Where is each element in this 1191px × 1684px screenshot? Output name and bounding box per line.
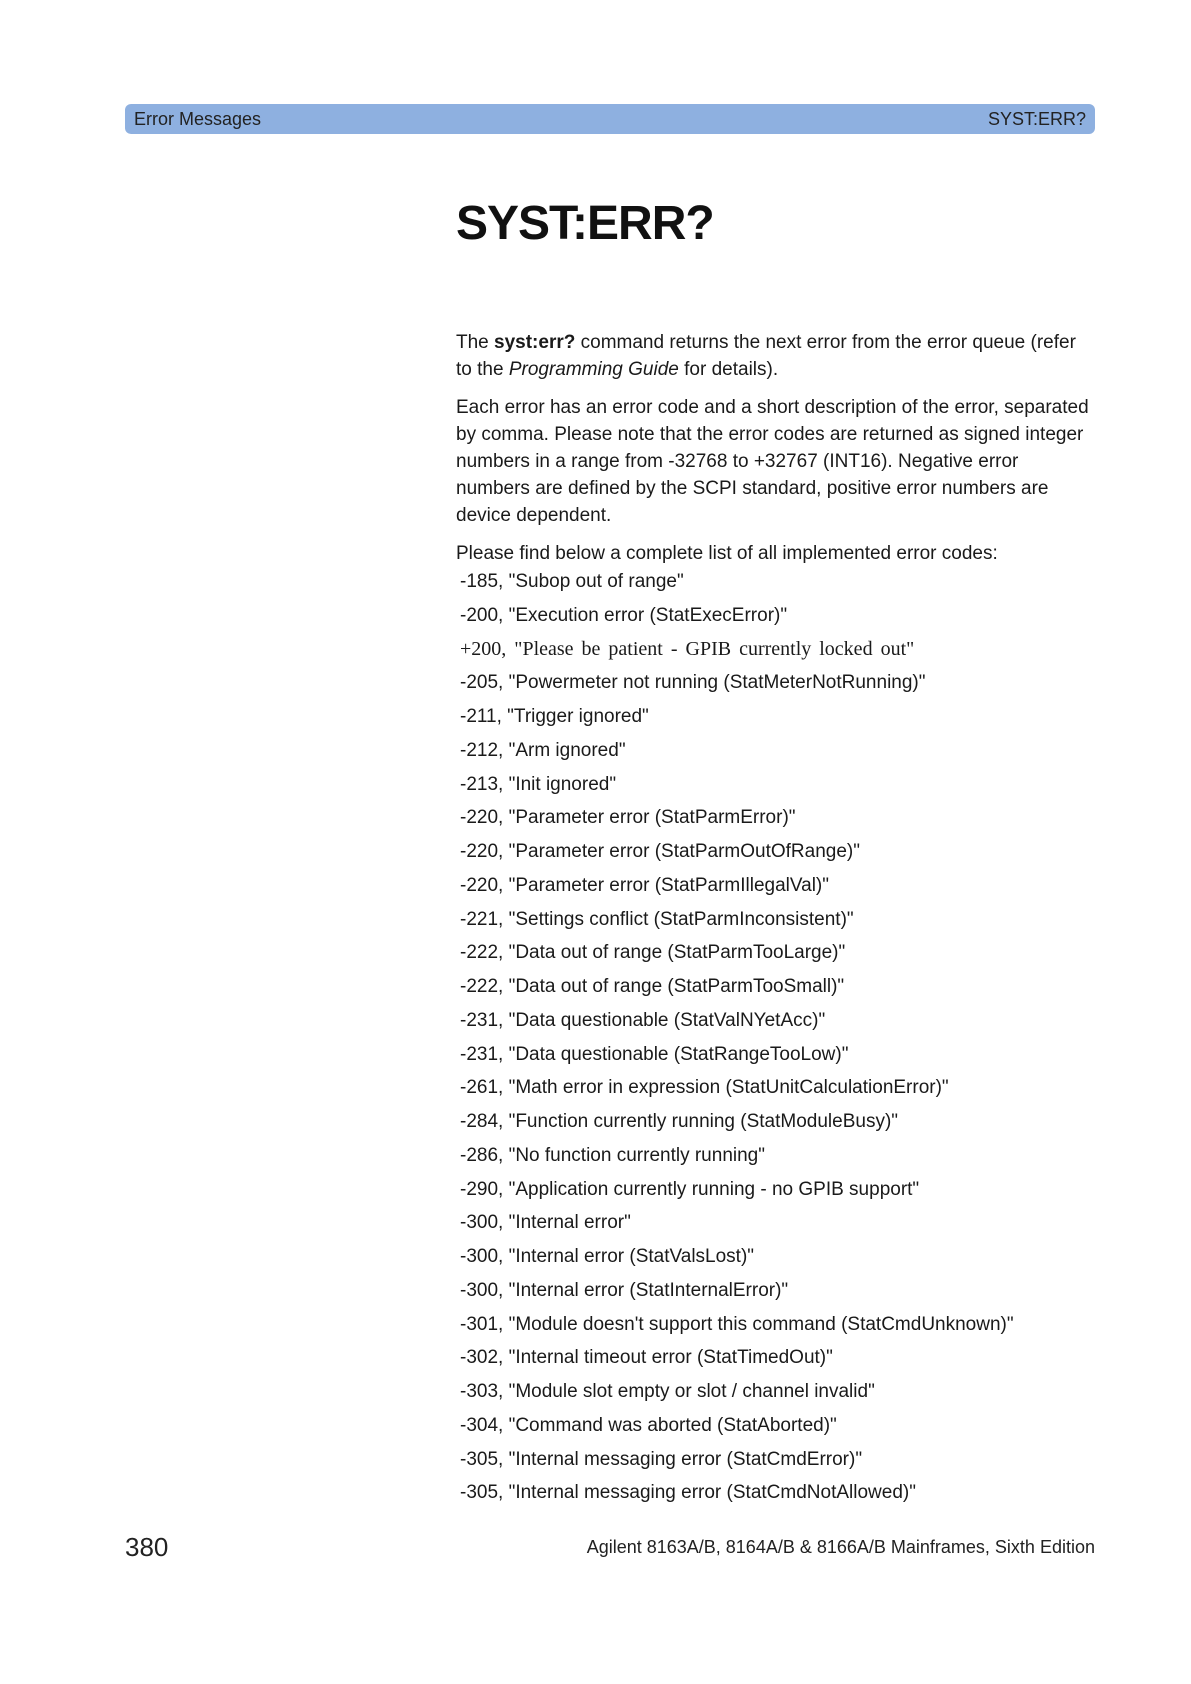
error-code-item: -220, "Parameter error (StatParmOutOfRange)" [460, 841, 860, 862]
command-name: syst:err? [494, 332, 576, 353]
error-code-item: -305, "Internal messaging error (StatCmdError)" [460, 1448, 863, 1470]
error-code-item: -222, "Data out of range (StatParmTooSmall)" [460, 976, 845, 997]
footer-document-title: Agilent 8163A/B, 8164A/B & 8166A/B Mainframes, Sixth Edition [586, 1537, 1095, 1557]
error-code-item: -290, "Application currently running - no GPIB support" [460, 1178, 920, 1200]
intro-paragraph-list-lead: Please find below a complete list of all implemented error codes: [456, 543, 998, 564]
guide-reference: Programming Guide [508, 359, 679, 380]
error-code-item: -303, "Module slot empty or slot / channel invalid" [460, 1381, 875, 1402]
header-section-label: Error Messages [134, 108, 262, 129]
error-code-item: -300, "Internal error (StatValsLost)" [460, 1246, 755, 1267]
error-code-item: -301, "Module doesn't support this command (StatCmdUnknown)" [460, 1313, 1014, 1335]
error-code-item: -222, "Data out of range (StatParmTooLarge)" [460, 942, 846, 964]
intro-paragraph-command: The syst:err? command returns the next error from the error queue (refer to the Programming Guide for details). [456, 332, 1076, 380]
error-code-item: -212, "Arm ignored" [460, 739, 626, 761]
error-code-item: -305, "Internal messaging error (StatCmdNotAllowed)" [460, 1482, 916, 1504]
error-code-item: -221, "Settings conflict (StatParmInconsistent)" [460, 908, 854, 930]
intro-text [456, 329, 1096, 578]
error-code-item: -261, "Math error in expression (StatUnitCalculationError)" [460, 1077, 949, 1099]
error-code-item: -211, "Trigger ignored" [460, 706, 649, 727]
running-header [125, 104, 1095, 134]
error-code-item: -284, "Function currently running (StatModuleBusy)" [460, 1111, 899, 1132]
error-code-item: -231, "Data questionable (StatRangeTooLow)" [460, 1043, 849, 1065]
error-code-item: -185, "Subop out of range" [460, 571, 684, 592]
page-number: 380 [125, 1532, 169, 1562]
intro-paragraph-format: Each error has an error code and a short description of the error, separated by comma. Please note that the error codes are returned as signed integer numbers in a range from -32768 to +32767 (INT16). Negative error numbers are defined by the SCPI standard, positive error numbers are device dependent. [456, 397, 1089, 526]
error-code-item: -220, "Parameter error (StatParmIllegalVal)" [460, 874, 829, 896]
page-title: SYST:ERR? [456, 197, 714, 250]
error-code-item: -200, "Execution error (StatExecError)" [460, 604, 788, 626]
header-topic-label: SYST:ERR? [987, 108, 1086, 129]
error-code-item: -220, "Parameter error (StatParmError)" [460, 807, 796, 829]
error-code-item: -213, "Init ignored" [460, 773, 617, 795]
error-code-list [460, 565, 1014, 1510]
error-code-item: -231, "Data questionable (StatValNYetAcc)" [460, 1009, 826, 1031]
error-code-item: -286, "No function currently running" [460, 1144, 765, 1166]
error-code-item: -205, "Powermeter not running (StatMeterNotRunning)" [460, 672, 926, 694]
error-code-item: -304, "Command was aborted (StatAborted)" [460, 1414, 837, 1436]
error-code-item: -300, "Internal error (StatInternalError)" [460, 1279, 789, 1301]
error-code-item: -302, "Internal timeout error (StatTimedOut)" [460, 1347, 833, 1369]
error-code-item: +200, "Please be patient - GPIB currently locked out" [460, 637, 915, 660]
error-code-item: -300, "Internal error" [460, 1212, 631, 1234]
